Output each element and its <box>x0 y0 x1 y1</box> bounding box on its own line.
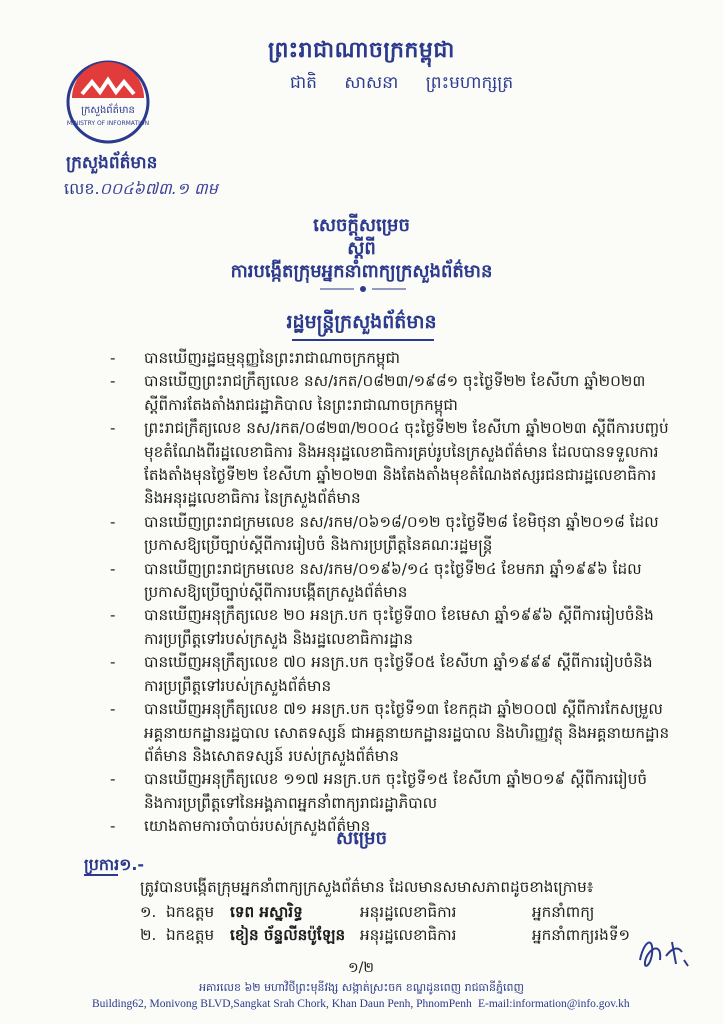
member-role: អ្នកនាំពាក្យ <box>532 903 595 921</box>
member-name: ខៀន ច័ន្ទលីនប៉ូឡែន <box>230 926 346 944</box>
preamble-item: - បានឃើញព្រះរាជក្រមលេខ នស/រកម/០៦១៨/០១២ ចុះថ្ងៃទី២៨ ខែមិថុនា ឆ្នាំ២០១៨ ដែលប្រកាសឱ្យប្រើច្បាប់ស្ដីពីការរៀបចំ និងការប្រព្រឹត្តនៃគណៈរដ្ឋមន្ត្រី <box>110 511 670 558</box>
preamble-item: - យោងតាមការចាំបាច់របស់ក្រសួងព័ត៌មាន <box>110 815 670 838</box>
preamble-item: - ព្រះរាជក្រឹត្យលេខ នស/រកត/០៨២៣/២០០៤ ចុះថ្ងៃទី២២ ខែសីហា ឆ្នាំ២០២៣ ស្ដីពីការបញ្ចប់មុខតំណែងពីរដ្ឋលេខាធិការ និងអនុរដ្ឋលេខាធិការគ្រប់រូបនៃក្រសួងព័ត៌មាន ដែលបានទទួលការតែងតាំងមុនថ្ងៃទី២២ ខែសីហា ឆ្នាំ២០២៣ និងតែងតាំងមុខតំណែងឥស្សរជនជារដ្ឋលេខាធិការ និងអនុរដ្ឋលេខាធិការ នៃក្រសួងព័ត៌មាន <box>110 417 670 511</box>
preamble-item: - បានឃើញព្រះរាជក្រឹត្យលេខ នស/រកត/០៨២៣/១៩៨១ ចុះថ្ងៃទី២២ ខែសីហា ឆ្នាំ២០២៣ ស្ដីពីការតែងតាំងរាជរដ្ឋាភិបាល នៃព្រះរាជាណាចក្រកម្ពុជា <box>110 370 670 417</box>
decision-title: សេចក្ដីសម្រេច <box>313 215 410 236</box>
page-number: ១/២ <box>348 960 374 976</box>
article-label: ប្រការ១.- <box>84 855 145 874</box>
kingdom-heading: ព្រះរាជាណាចក្រកម្ពុជា <box>268 38 455 63</box>
member-position: អនុរដ្ឋលេខាធិការ <box>360 903 457 921</box>
member-position: អនុរដ្ឋលេខាធិការ <box>360 926 457 944</box>
article-underline <box>84 874 118 876</box>
member-num: ២. <box>140 926 157 944</box>
footer-address-en: Building62, Monivong BLVD,Sangkat Srah Chork, Khan Daun Penh, PhnomPenh <box>92 998 472 1010</box>
signature-initials <box>632 930 692 976</box>
preamble-item: - បានឃើញអនុក្រឹត្យលេខ ៧០ អនក្រ.បក ចុះថ្ងៃទី០៥ ខែសីហា ឆ្នាំ១៩៩៩ ស្ដីពីការរៀបចំនិងការប្រព្រឹត្តទៅរបស់ក្រសួងព័ត៌មាន <box>110 651 670 698</box>
logo-text-en: MINISTRY OF INFORMATION <box>66 120 150 127</box>
logo-text-km: ក្រសួងព័ត៌មាន <box>81 105 135 116</box>
member-title: ឯកឧត្តម <box>166 926 215 944</box>
member-num: ១. <box>140 903 157 921</box>
ornament-divider <box>318 283 408 295</box>
ministry-logo <box>52 58 164 150</box>
article-intro: ត្រូវបានបង្កើតក្រុមអ្នកនាំពាក្យក្រសួងព័ត៌មាន ដែលមានសមាសភាពដូចខាងក្រោម៖ <box>140 878 594 896</box>
decision-about: ស្ដីពី <box>347 238 376 259</box>
reference-number <box>64 178 218 202</box>
footer-email: E-mail:information@info.gov.kh <box>478 998 630 1010</box>
preamble-item: - បានឃើញរដ្ឋធម្មនុញ្ញនៃព្រះរាជាណាចក្រកម្ពុជា <box>110 347 670 370</box>
minister-heading: រដ្ឋមន្ត្រីក្រសួងព័ត៌មាន <box>286 311 437 333</box>
reference-value: ០០៤៦៧៣.១ ៣ម <box>99 179 218 198</box>
footer-address-km: អគារលេខ ៦២ មហាវិថីព្រះមុនីវង្ស សង្កាត់ស្រះចក ខណ្ឌដូនពេញ រាជធានីភ្នំពេញ <box>199 981 524 994</box>
decision-subject: ការបង្កើតក្រុមអ្នកនាំពាក្យក្រសួងព័ត៌មាន <box>230 261 493 282</box>
reference-label: លេខ. <box>64 179 100 198</box>
preamble-item: - បានឃើញអនុក្រឹត្យលេខ ១១៧ អនក្រ.បក ចុះថ្ងៃទី១៥ ខែសីហា ឆ្នាំ២០១៩ ស្ដីពីការរៀបចំ និងការប្រព្រឹត្តទៅនៃអង្គភាពអ្នកនាំពាក្យរាជរដ្ឋាភិបាល <box>110 768 670 815</box>
preamble-item: - បានឃើញព្រះរាជក្រមលេខ នស/រកម/០១៩៦/១៤ ចុះថ្ងៃទី២៤ ខែមករា ឆ្នាំ១៩៩៦ ដែលប្រកាសឱ្យប្រើច្បាប់ស្ដីពីការបង្កើតក្រសួងព័ត៌មាន <box>110 558 670 605</box>
preamble-list <box>110 347 670 839</box>
ministry-name: ក្រសួងព័ត៌មាន <box>66 153 158 173</box>
heading-underline <box>292 339 434 341</box>
preamble-item: - បានឃើញអនុក្រឹត្យលេខ ២០ អនក្រ.បក ចុះថ្ងៃទី៣០ ខែមេសា ឆ្នាំ១៩៩៦ ស្ដីពីការរៀបចំនិងការប្រព្រឹត្តទៅរបស់ក្រសួង និងរដ្ឋលេខាធិការដ្ឋាន <box>110 604 670 651</box>
preamble-item: - បានឃើញអនុក្រឹត្យលេខ ៧១ អនក្រ.បក ចុះថ្ងៃទី១៣ ខែកក្កដា ឆ្នាំ២០០៧ ស្ដីពីការកែសម្រួលអគ្គនាយកដ្ឋានរដ្ឋបាល សោតទស្សន៍ ជាអគ្គនាយកដ្ឋានរដ្ឋបាល និងហិរញ្ញវត្ថុ និងអគ្គនាយកដ្ឋានព័ត៌មាន និងសោតទស្សន៍ របស់ក្រសួងព័ត៌មាន <box>110 698 670 768</box>
national-motto: ជាតិ សាសនា ព្រះមហាក្សត្រ <box>290 73 514 93</box>
member-title: ឯកឧត្តម <box>166 903 215 921</box>
resolve-heading: សម្រេច <box>335 828 388 849</box>
member-name: ទេព អស្នារិទ្ធ <box>230 903 303 921</box>
member-role: អ្នកនាំពាក្យរងទី១ <box>532 926 630 944</box>
